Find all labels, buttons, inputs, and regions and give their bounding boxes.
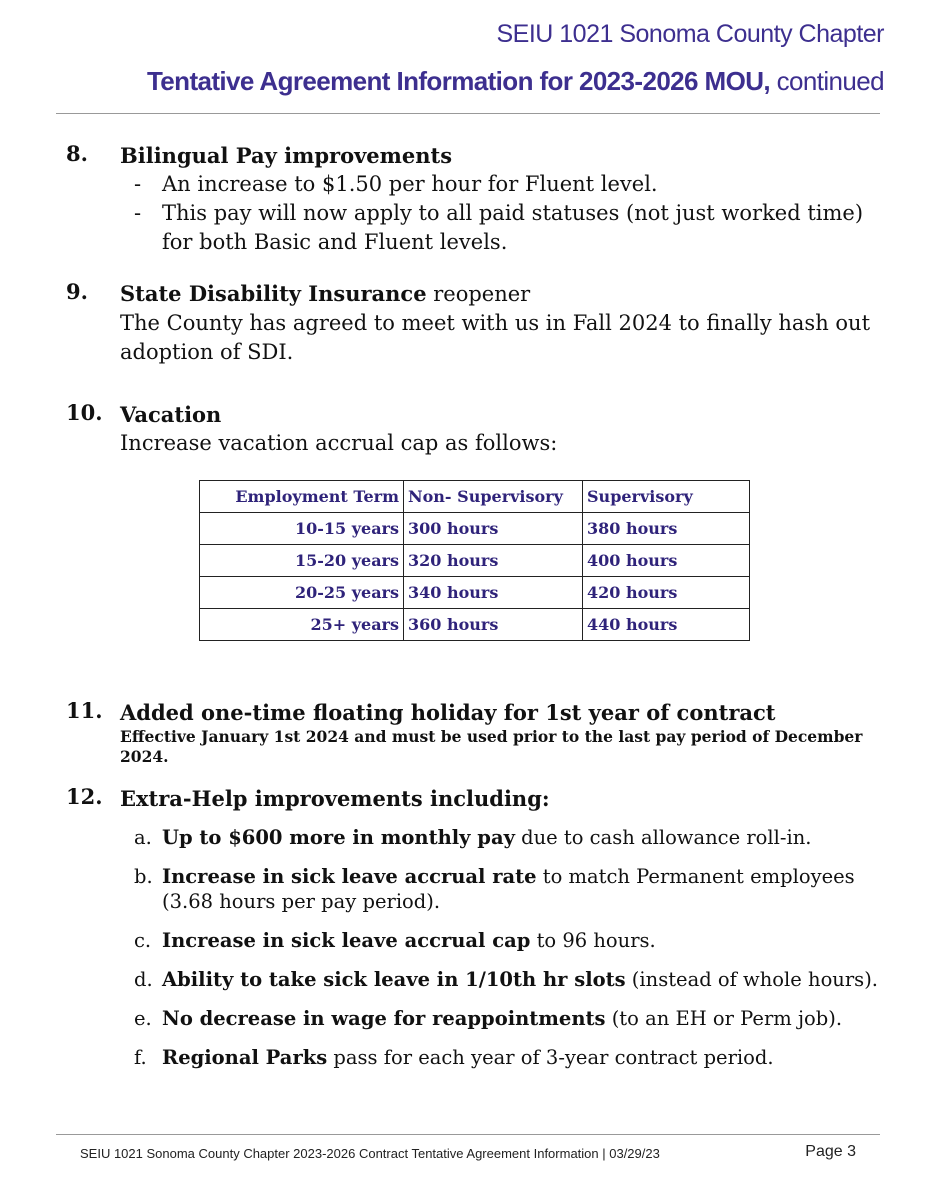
list-item: [120, 1006, 884, 1031]
table-cell: 400 hours: [583, 545, 750, 577]
list-item-rest: to 96 hours.: [530, 929, 656, 952]
list-item: [120, 1045, 884, 1070]
bullet-text: An increase to $1.50 per hour for Fluent level.: [162, 172, 658, 196]
item-number: 11.: [66, 698, 103, 723]
list-letter: e.: [134, 1007, 152, 1030]
list-item: [120, 967, 884, 992]
table-row: [200, 513, 750, 545]
table-cell: 380 hours: [583, 513, 750, 545]
table-cell: 420 hours: [583, 577, 750, 609]
table-header: Supervisory: [583, 481, 750, 513]
vacation-cap-table: [199, 480, 750, 641]
page-number: Page 3: [805, 1143, 856, 1160]
item-title-bold: State Disability Insurance: [120, 281, 427, 306]
list-item: - An increase to $1.50 per hour for Fluent level.: [134, 172, 658, 196]
table-header: Non- Supervisory: [404, 481, 583, 513]
table-header-row: [200, 481, 750, 513]
item-title: Added one-time floating holiday for 1st year of contract: [120, 700, 776, 725]
item-sdi: [66, 279, 884, 367]
list-item-bold: No decrease in wage for reappointments: [162, 1007, 606, 1030]
document-title-continued: continued: [770, 66, 884, 96]
list-item-bold: Increase in sick leave accrual cap: [162, 929, 531, 952]
item-number: 8.: [66, 141, 88, 166]
item-floating-holiday: [66, 698, 884, 767]
table-row: [200, 577, 750, 609]
list-item: - This pay will now apply to all paid statuses (not just worked time) for both Basic and Fluent levels.: [134, 201, 864, 254]
table-cell: 300 hours: [404, 513, 583, 545]
chapter-header: SEIU 1021 Sonoma County Chapter: [496, 20, 884, 48]
extra-help-list: [120, 825, 884, 1070]
list-item-bold: Up to $600 more in monthly pay: [162, 826, 515, 849]
list-item-rest: to match Permanent employees (3.68 hours per pay period).: [162, 865, 855, 913]
table-row: [200, 545, 750, 577]
list-letter: a.: [134, 826, 152, 849]
list-item-rest: (to an EH or Perm job).: [605, 1007, 843, 1030]
footer-divider: [56, 1134, 880, 1135]
item-title: Extra-Help improvements including:: [120, 786, 550, 811]
table-cell: 440 hours: [583, 609, 750, 641]
list-item-bold: Regional Parks: [162, 1046, 328, 1069]
header-divider: [56, 113, 880, 114]
list-letter: d.: [134, 968, 153, 991]
table-cell: 15-20 years: [200, 545, 404, 577]
item-text: Effective January 1st 2024 and must be used prior to the last pay period of December 2024.: [120, 727, 863, 766]
list-letter: b.: [134, 865, 153, 888]
bullet-text: This pay will now apply to all paid statuses (not just worked time) for both Basic and Fluent levels.: [162, 201, 864, 254]
table-header: Employment Term: [200, 481, 404, 513]
list-item-rest: (instead of whole hours).: [625, 968, 878, 991]
item-vacation: [66, 400, 884, 458]
table-cell: 25+ years: [200, 609, 404, 641]
table-cell: 360 hours: [404, 609, 583, 641]
footer-text: SEIU 1021 Sonoma County Chapter 2023-2026 Contract Tentative Agreement Information | 03/29/23: [80, 1146, 660, 1161]
table-cell: 10-15 years: [200, 513, 404, 545]
list-item: [120, 825, 884, 850]
item-number: 10.: [66, 400, 103, 425]
item-extra-help: [66, 784, 884, 1084]
table-row: [200, 609, 750, 641]
list-item-bold: Ability to take sick leave in 1/10th hr slots: [162, 968, 626, 991]
item-title: [120, 279, 884, 309]
item-number: 9.: [66, 279, 88, 304]
item-title-rest: reopener: [426, 282, 531, 306]
table-cell: 20-25 years: [200, 577, 404, 609]
list-letter: f.: [134, 1046, 147, 1069]
table-cell: 320 hours: [404, 545, 583, 577]
item-bilingual-pay: [66, 141, 884, 257]
document-title-bold: Tentative Agreement Information for 2023-2026 MOU,: [146, 66, 771, 96]
list-item-bold: Increase in sick leave accrual rate: [162, 865, 537, 888]
item-title: Bilingual Pay improvements: [120, 143, 453, 168]
item-text: The County has agreed to meet with us in Fall 2024 to finally hash out adoption of SDI.: [120, 311, 871, 364]
bullet-list: [120, 170, 884, 257]
list-item: [120, 864, 884, 914]
list-item-rest: due to cash allowance roll-in.: [514, 826, 812, 849]
list-item-rest: pass for each year of 3-year contract period.: [327, 1046, 774, 1069]
table-cell: 340 hours: [404, 577, 583, 609]
list-item: [120, 928, 884, 953]
item-text: Increase vacation accrual cap as follows:: [120, 431, 558, 455]
document-title: [147, 66, 884, 97]
item-title: Vacation: [120, 402, 222, 427]
item-number: 12.: [66, 784, 103, 809]
list-letter: c.: [134, 929, 152, 952]
